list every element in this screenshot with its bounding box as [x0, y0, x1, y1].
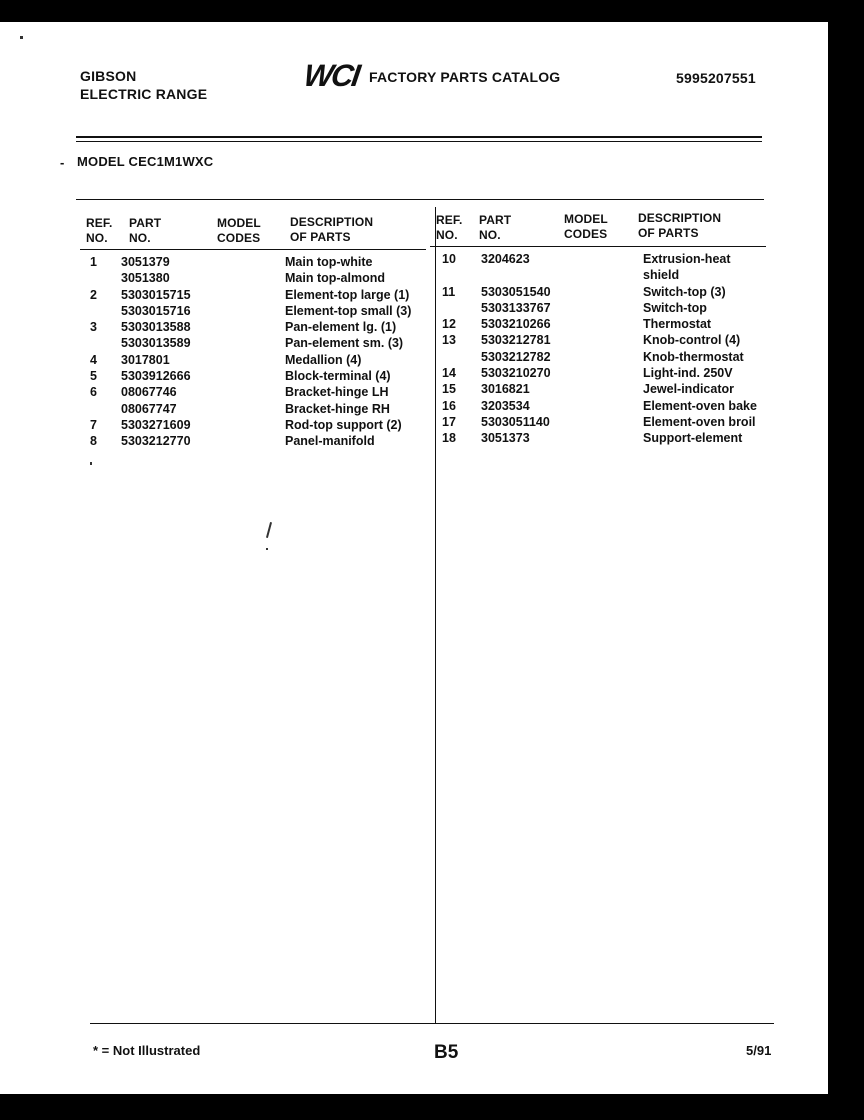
part-description: Knob-thermostat	[643, 349, 744, 364]
part-description: shield	[643, 268, 680, 283]
right-ref-column	[442, 251, 456, 447]
brand-name: GIBSON	[80, 68, 137, 84]
part-description: Support-element	[643, 431, 743, 446]
part-description: Element-top large (1)	[285, 287, 410, 302]
part-number: 08067746	[121, 385, 177, 400]
part-number: 5303133767	[481, 300, 551, 315]
part-description: Main top-almond	[285, 271, 385, 286]
part-number: 5303210266	[481, 317, 551, 332]
list-item	[90, 401, 97, 417]
model-label: MODEL CEC1M1WXC	[77, 154, 214, 169]
part-number: 5303271609	[121, 417, 191, 432]
part-number: 5303015716	[121, 303, 191, 318]
wci-logo: WCI	[301, 58, 361, 93]
right-part-column	[481, 251, 551, 447]
list-item	[442, 349, 456, 365]
part-number: 5303212781	[481, 333, 551, 348]
left-col-desc-header: DESCRIPTION OF PARTS	[290, 215, 374, 244]
table-top-rule	[76, 199, 764, 200]
part-number: 3017801	[121, 352, 170, 367]
header-rule-top	[76, 136, 762, 138]
list-item	[90, 303, 97, 319]
part-description: Bracket-hinge LH	[285, 385, 389, 400]
list-item: 16	[442, 398, 456, 413]
part-number: 5303051540	[481, 284, 551, 299]
part-description: Thermostat	[643, 317, 712, 332]
right-col-part-header: PART NO.	[479, 213, 512, 242]
right-col-desc-header: DESCRIPTION OF PARTS	[638, 211, 722, 240]
page-number: B5	[434, 1042, 459, 1063]
part-description: Medallion (4)	[285, 352, 362, 367]
part-description: Switch-top	[643, 300, 707, 315]
list-item	[442, 267, 456, 283]
part-number	[481, 267, 551, 283]
list-item: 5	[90, 369, 97, 384]
part-description: Rod-top support (2)	[285, 417, 402, 432]
part-number: 3204623	[481, 252, 530, 266]
scan-speck	[266, 548, 268, 550]
left-col-ref-header: REF. NO.	[86, 216, 113, 245]
left-desc-column	[285, 254, 411, 450]
footnote: * = Not Illustrated	[93, 1043, 201, 1058]
part-description: Element-top small (3)	[285, 303, 412, 318]
part-number: 3203534	[481, 398, 530, 413]
list-item: 1	[90, 255, 97, 269]
part-number: 5303210270	[481, 366, 551, 381]
right-col-codes-header: MODEL CODES	[564, 212, 608, 241]
list-item	[90, 335, 97, 351]
list-item: 10	[442, 252, 456, 266]
list-item: 3	[90, 320, 97, 335]
right-desc-column	[643, 251, 757, 447]
right-header-rule	[430, 246, 766, 247]
list-item	[90, 270, 97, 286]
part-description: Pan-element lg. (1)	[285, 320, 397, 335]
part-description: Element-oven broil	[643, 414, 756, 429]
catalog-number: 5995207551	[676, 70, 756, 86]
part-number: 08067747	[121, 401, 177, 416]
catalog-title: FACTORY PARTS CATALOG	[369, 69, 561, 85]
part-description: Switch-top (3)	[643, 284, 726, 299]
part-number: 3016821	[481, 382, 530, 397]
list-item: 13	[442, 333, 456, 348]
list-item: 15	[442, 382, 456, 397]
part-description: Main top-white	[285, 255, 373, 269]
part-description: Knob-control (4)	[643, 333, 741, 348]
list-item: 14	[442, 366, 456, 381]
left-ref-column	[90, 254, 97, 450]
part-description: Element-oven bake	[643, 398, 757, 413]
right-col-ref-header: REF. NO.	[436, 213, 463, 242]
part-number: 3051380	[121, 271, 170, 286]
list-item: 12	[442, 317, 456, 332]
scan-speck	[20, 36, 23, 39]
part-number: 5303212782	[481, 349, 551, 364]
part-number: 5303912666	[121, 369, 191, 384]
part-number: 5303051140	[481, 414, 550, 429]
footer-rule	[90, 1023, 774, 1024]
left-part-column	[121, 254, 191, 450]
part-number: 3051373	[481, 431, 530, 446]
header-rule-bottom	[76, 141, 762, 142]
list-item: 18	[442, 431, 456, 446]
part-description: Panel-manifold	[285, 434, 375, 449]
part-description: Bracket-hinge RH	[285, 401, 390, 416]
left-col-part-header: PART NO.	[129, 216, 162, 245]
part-description: Extrusion-heat	[643, 252, 731, 266]
part-number: 5303013588	[121, 320, 191, 335]
revision-date: 5/91	[746, 1043, 772, 1058]
part-number: 5303013589	[121, 336, 191, 351]
list-item	[442, 300, 456, 316]
list-item: 11	[442, 284, 456, 299]
part-number: 5303015715	[121, 287, 191, 302]
model-dash: -	[60, 155, 65, 170]
part-description: Jewel-indicator	[643, 382, 734, 397]
part-description: Pan-element sm. (3)	[285, 336, 404, 351]
product-name: ELECTRIC RANGE	[80, 86, 208, 102]
part-number: 3051379	[121, 255, 170, 269]
part-description: Block-terminal (4)	[285, 369, 391, 384]
catalog-page	[0, 22, 828, 1094]
list-item: 6	[90, 385, 97, 400]
list-item: 7	[90, 417, 97, 432]
column-divider	[435, 207, 436, 1023]
left-header-rule	[80, 249, 426, 250]
scan-speck	[90, 462, 92, 465]
part-number: 5303212770	[121, 434, 191, 449]
list-item: 8	[90, 434, 97, 449]
left-col-codes-header: MODEL CODES	[217, 216, 261, 245]
part-description: Light-ind. 250V	[643, 366, 733, 381]
scan-speck	[266, 522, 272, 538]
list-item: 17	[442, 414, 456, 429]
list-item: 4	[90, 352, 97, 367]
list-item: 2	[90, 287, 97, 302]
